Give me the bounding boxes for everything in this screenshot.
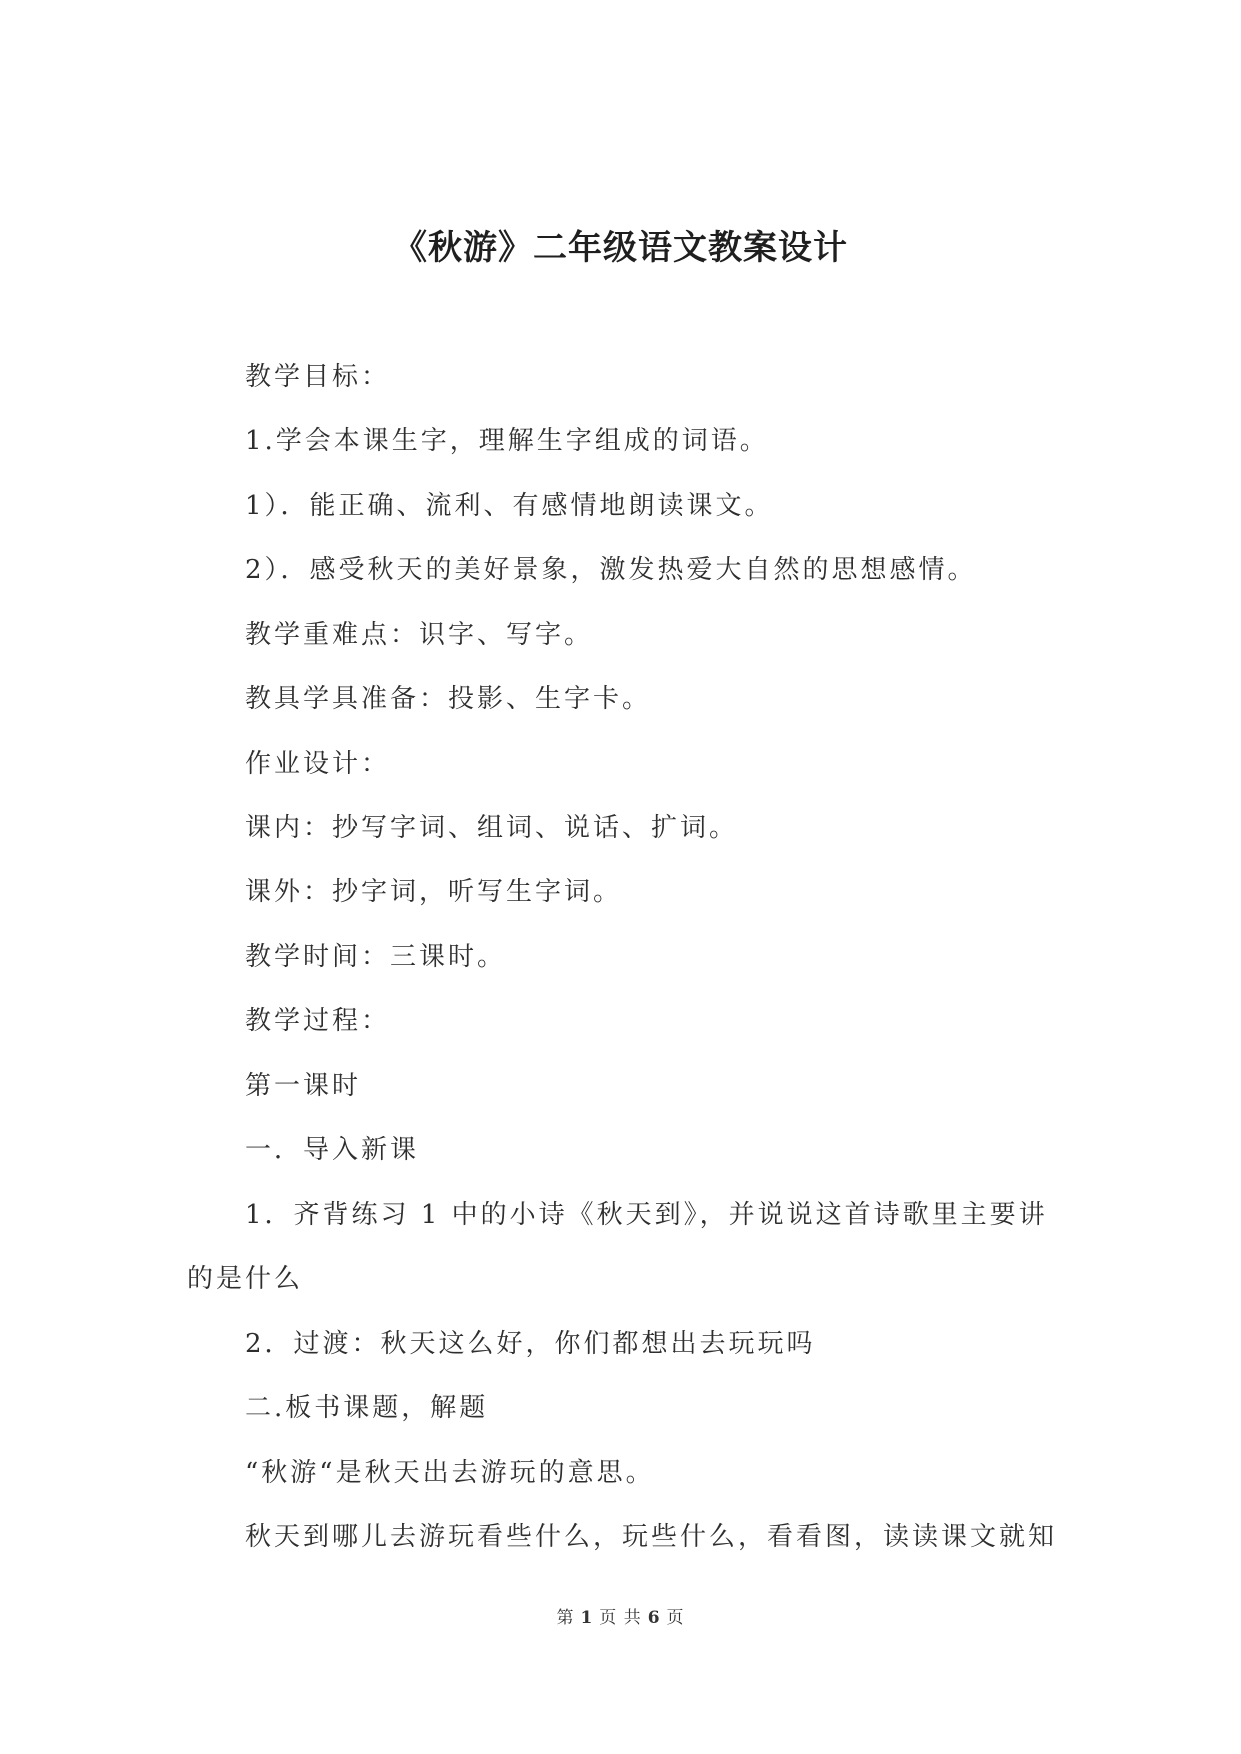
paragraph-line: 教具学具准备：投影、生字卡。	[245, 684, 652, 714]
paragraph-line: 教学目标：	[245, 362, 391, 392]
page-footer	[0, 1606, 1241, 1630]
paragraph-line: 作业设计：	[245, 749, 391, 779]
paragraph-line: 1）．能正确、流利、有感情地朗读课文。	[245, 491, 774, 521]
paragraph-line: 教学时间：三课时。	[245, 942, 507, 972]
footer-total-pages: 6	[647, 1608, 661, 1628]
paragraph-line: 1．齐背练习 1 中的小诗《秋天到》，并说说这首诗歌里主要讲	[245, 1200, 1048, 1230]
paragraph-line: 的是什么	[187, 1264, 304, 1294]
footer-page-number: 1	[580, 1608, 594, 1628]
paragraph-line: 2）．感受秋天的美好景象，激发热爱大自然的思想感情。	[245, 555, 977, 585]
paragraph-line: 教学过程：	[245, 1006, 391, 1036]
footer-middle: 页 共	[599, 1608, 642, 1628]
document-title: 《秋游》二年级语文教案设计	[393, 228, 848, 268]
paragraph-line: 教学重难点：识字、写字。	[245, 620, 594, 650]
paragraph-line: 2．过渡：秋天这么好，你们都想出去玩玩吗	[245, 1329, 816, 1359]
footer-suffix: 页	[666, 1608, 685, 1628]
paragraph-line: 一．导入新课	[245, 1135, 420, 1165]
footer-prefix: 第	[556, 1608, 575, 1628]
paragraph-line: 二.板书课题，解题	[245, 1393, 489, 1423]
paragraph-line: 课外：抄字词，听写生字词。	[245, 877, 623, 907]
paragraph-line: 秋天到哪儿去游玩看些什么，玩些什么，看看图，读读课文就知	[245, 1522, 1058, 1552]
paragraph-line: “秋游“是秋天出去游玩的意思。	[245, 1458, 655, 1488]
paragraph-line: 1.学会本课生字，理解生字组成的词语。	[245, 426, 769, 456]
paragraph-line: 课内：抄写字词、组词、说话、扩词。	[245, 813, 739, 843]
paragraph-line: 第一课时	[245, 1071, 362, 1101]
